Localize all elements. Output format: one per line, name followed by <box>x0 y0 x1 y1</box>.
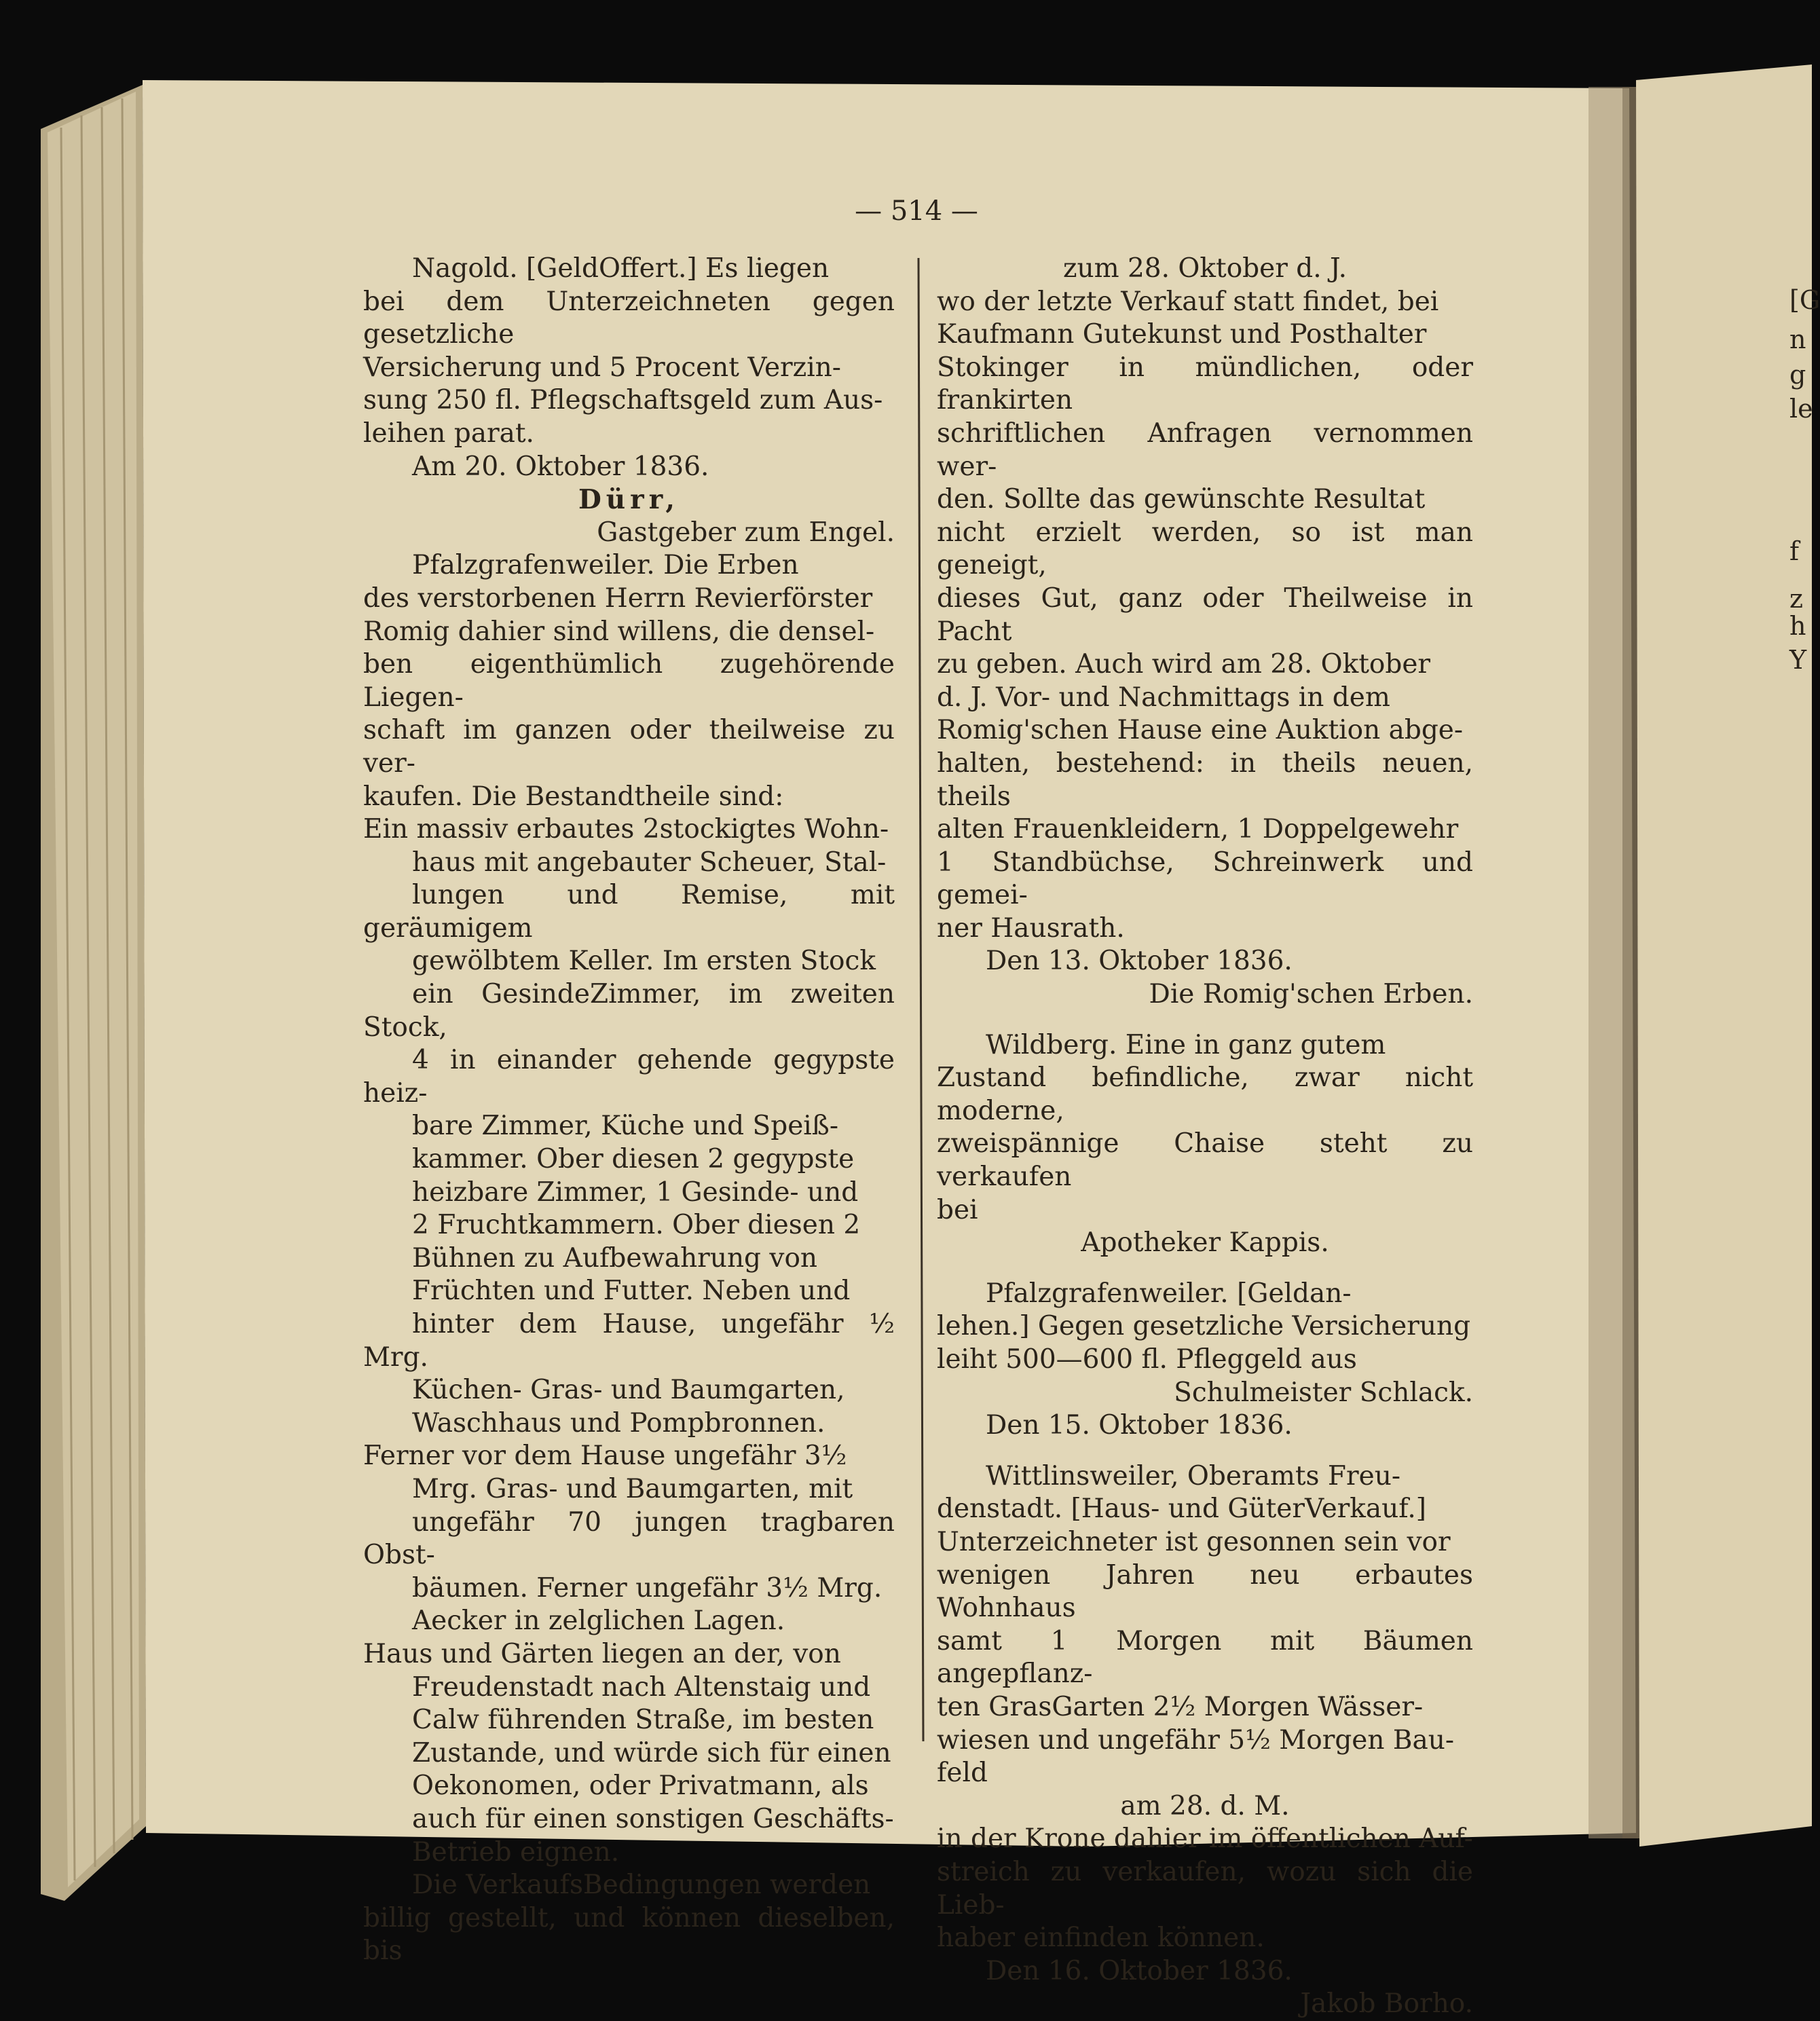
text-line: leihen parat. <box>363 418 534 449</box>
text-line: Unterzeichneter ist gesonnen sein vor <box>937 1526 1451 1557</box>
facing-page-fragment: n <box>1789 325 1806 354</box>
facing-page-fragment: z <box>1789 584 1804 614</box>
signature-name: Schulmeister Schlack. <box>1174 1377 1473 1408</box>
list-item-line: Waschhaus und Pompbronnen. <box>412 1407 825 1439</box>
facing-page-fragment: le <box>1789 394 1813 424</box>
text-line: bei <box>937 1194 978 1225</box>
right-column <box>937 253 1473 2021</box>
text-line: 1 Standbüchse, Schreinwerk und gemei- <box>937 847 1473 911</box>
signature-name: Jakob Borho. <box>1300 1988 1473 2020</box>
date-line: Am 20. Oktober 1836. <box>412 451 709 482</box>
text-line: Die VerkaufsBedingungen werden <box>412 1870 871 1901</box>
text-line: des verstorbenen Herrn Revierförster <box>363 582 873 614</box>
facing-page-fragment: Y <box>1789 645 1807 675</box>
date-line: Den 13. Oktober 1836. <box>986 946 1293 977</box>
text-line: zweispännige Chaise steht zu verkaufen <box>937 1128 1473 1193</box>
text-line: in der Krone dahier im öffentlichen Auf- <box>937 1823 1473 1855</box>
text-line: halten, bestehend: in theils neuen, theils <box>937 747 1473 812</box>
text-line: Kaufmann Gutekunst und Posthalter <box>937 319 1427 350</box>
text-line: schaft im ganzen oder theilweise zu ver- <box>363 715 895 779</box>
date-line: Den 16. Oktober 1836. <box>986 1955 1293 1986</box>
text-line: leiht 500—600 fl. Pfleggeld aus <box>937 1344 1357 1375</box>
list-item-line: lungen und Remise, mit geräumigem <box>363 880 895 944</box>
text-line: Pfalzgrafenweiler. Die Erben <box>412 550 799 581</box>
signature-name: Die Romig'schen Erben. <box>1149 979 1473 1010</box>
text-line: Pfalzgrafenweiler. [Geldan- <box>986 1278 1352 1309</box>
text-line: Nagold. [GeldOffert.] Es liegen <box>412 253 830 284</box>
text-line: d. J. Vor- und Nachmittags in dem <box>937 682 1390 713</box>
text-line: Stokinger in mündlichen, oder frankirten <box>937 352 1473 416</box>
text-line: wo der letzte Verkauf statt findet, bei <box>937 286 1439 317</box>
list-item-line: Zustande, und würde sich für einen <box>412 1737 891 1768</box>
facing-page-fragment: h <box>1789 611 1806 641</box>
list-item-line: bäumen. Ferner ungefähr 3½ Mrg. <box>412 1572 883 1603</box>
page-number: — 514 — <box>855 196 978 227</box>
list-item-line: Haus und Gärten liegen an der, von <box>363 1638 841 1669</box>
text-line: haber einfinden können. <box>937 1923 1265 1954</box>
list-item-line: Oekonomen, oder Privatmann, als <box>412 1770 869 1802</box>
text-line: Wildberg. Eine in ganz gutem <box>986 1029 1386 1060</box>
signature-name: Apotheker Kappis. <box>1081 1227 1329 1259</box>
text-line: Romig'schen Hause eine Auktion abge- <box>937 715 1464 746</box>
text-line: feld <box>937 1758 988 1789</box>
list-item-line: Küchen- Gras- und Baumgarten, <box>412 1375 845 1406</box>
list-item-line: 2 Fruchtkammern. Ober diesen 2 <box>412 1210 861 1241</box>
facing-page-fragment: [G <box>1789 285 1820 315</box>
date-line: Den 15. Oktober 1836. <box>986 1410 1293 1441</box>
facing-page-fragment: f <box>1789 536 1800 566</box>
list-item-line: Calw führenden Straße, im besten <box>412 1705 874 1736</box>
list-item-line: gewölbtem Keller. Im ersten Stock <box>412 946 876 977</box>
text-line: billig gestellt, und können dieselben, bis <box>363 1902 895 1967</box>
facing-page-fragment: g <box>1789 360 1806 390</box>
text-line: ben eigenthümlich zugehörende Liegen- <box>363 649 895 713</box>
list-item-line: Ein massiv erbautes 2stockigtes Wohn- <box>363 814 889 845</box>
list-item-line: hinter dem Hause, ungefähr ½ Mrg. <box>363 1309 895 1373</box>
list-item-line: Ferner vor dem Hause ungefähr 3½ <box>363 1441 847 1472</box>
list-item-line: haus mit angebauter Scheuer, Stal- <box>412 847 887 878</box>
list-item-line: auch für einen sonstigen Geschäfts- <box>412 1803 894 1834</box>
list-item-line: kammer. Ober diesen 2 gegypste <box>412 1144 855 1175</box>
text-line: alten Frauenkleidern, 1 Doppelgewehr <box>937 814 1459 845</box>
list-item-line: Bühnen zu Aufbewahrung von <box>412 1242 818 1274</box>
list-item-line: ein GesindeZimmer, im zweiten Stock, <box>363 979 895 1043</box>
list-item-line: Betrieb eignen. <box>412 1836 620 1868</box>
right-page <box>1636 64 1812 1847</box>
list-item-line: 4 in einander gehende gegypste heiz- <box>363 1045 895 1109</box>
text-line: wiesen und ungefähr 5½ Morgen Bau- <box>937 1724 1455 1756</box>
list-item-line: Freudenstadt nach Altenstaig und <box>412 1671 871 1703</box>
list-item-line: Früchten und Futter. Neben und <box>412 1276 851 1307</box>
list-item-line: Mrg. Gras- und Baumgarten, mit <box>412 1473 853 1504</box>
text-line: Romig dahier sind willens, die densel- <box>363 616 875 647</box>
list-item-line: Aecker in zelglichen Lagen. <box>412 1606 785 1637</box>
text-line: Versicherung und 5 Procent Verzin- <box>363 352 841 383</box>
text-line: bei dem Unterzeichneten gegen gesetzliche <box>363 286 895 350</box>
list-item-line: bare Zimmer, Küche und Speiß- <box>412 1111 838 1142</box>
text-line: streich zu verkaufen, wozu sich die Lieb- <box>937 1856 1473 1921</box>
text-line: nicht erzielt werden, so ist man geneigt, <box>937 517 1473 581</box>
text-line: lehen.] Gegen gesetzliche Versicherung <box>937 1311 1471 1342</box>
text-line: wenigen Jahren neu erbautes Wohnhaus <box>937 1559 1473 1624</box>
signature-title: Gastgeber zum Engel. <box>597 517 895 548</box>
text-line: Zustand befindliche, zwar nicht moderne, <box>937 1062 1473 1126</box>
signature-name: Dürr, <box>578 484 680 516</box>
text-line: Wittlinsweiler, Oberamts Freu- <box>986 1460 1400 1491</box>
text-line: den. Sollte das gewünschte Resultat <box>937 484 1426 515</box>
left-column <box>363 253 895 1968</box>
text-line: samt 1 Morgen mit Bäumen angepflanz- <box>937 1625 1473 1690</box>
text-line: sung 250 fl. Pflegschaftsgeld zum Aus- <box>363 385 883 416</box>
text-line: kaufen. Die Bestandtheile sind: <box>363 781 784 812</box>
text-line: zu geben. Auch wird am 28. Oktober <box>937 649 1431 680</box>
text-line: ner Hausrath. <box>937 912 1125 944</box>
text-line: denstadt. [Haus- und GüterVerkauf.] <box>937 1494 1426 1525</box>
date-line: zum 28. Oktober d. J. <box>1062 253 1348 284</box>
date-line: am 28. d. M. <box>1120 1790 1290 1821</box>
list-item-line: ungefähr 70 jungen tragbaren Obst- <box>363 1506 895 1571</box>
text-line: ten GrasGarten 2½ Morgen Wässer- <box>937 1691 1424 1722</box>
list-item-line: heizbare Zimmer, 1 Gesinde- und <box>412 1176 859 1208</box>
text-line: schriftlichen Anfragen vernommen wer- <box>937 418 1473 482</box>
text-line: dieses Gut, ganz oder Theilweise in Pacht <box>937 582 1473 647</box>
